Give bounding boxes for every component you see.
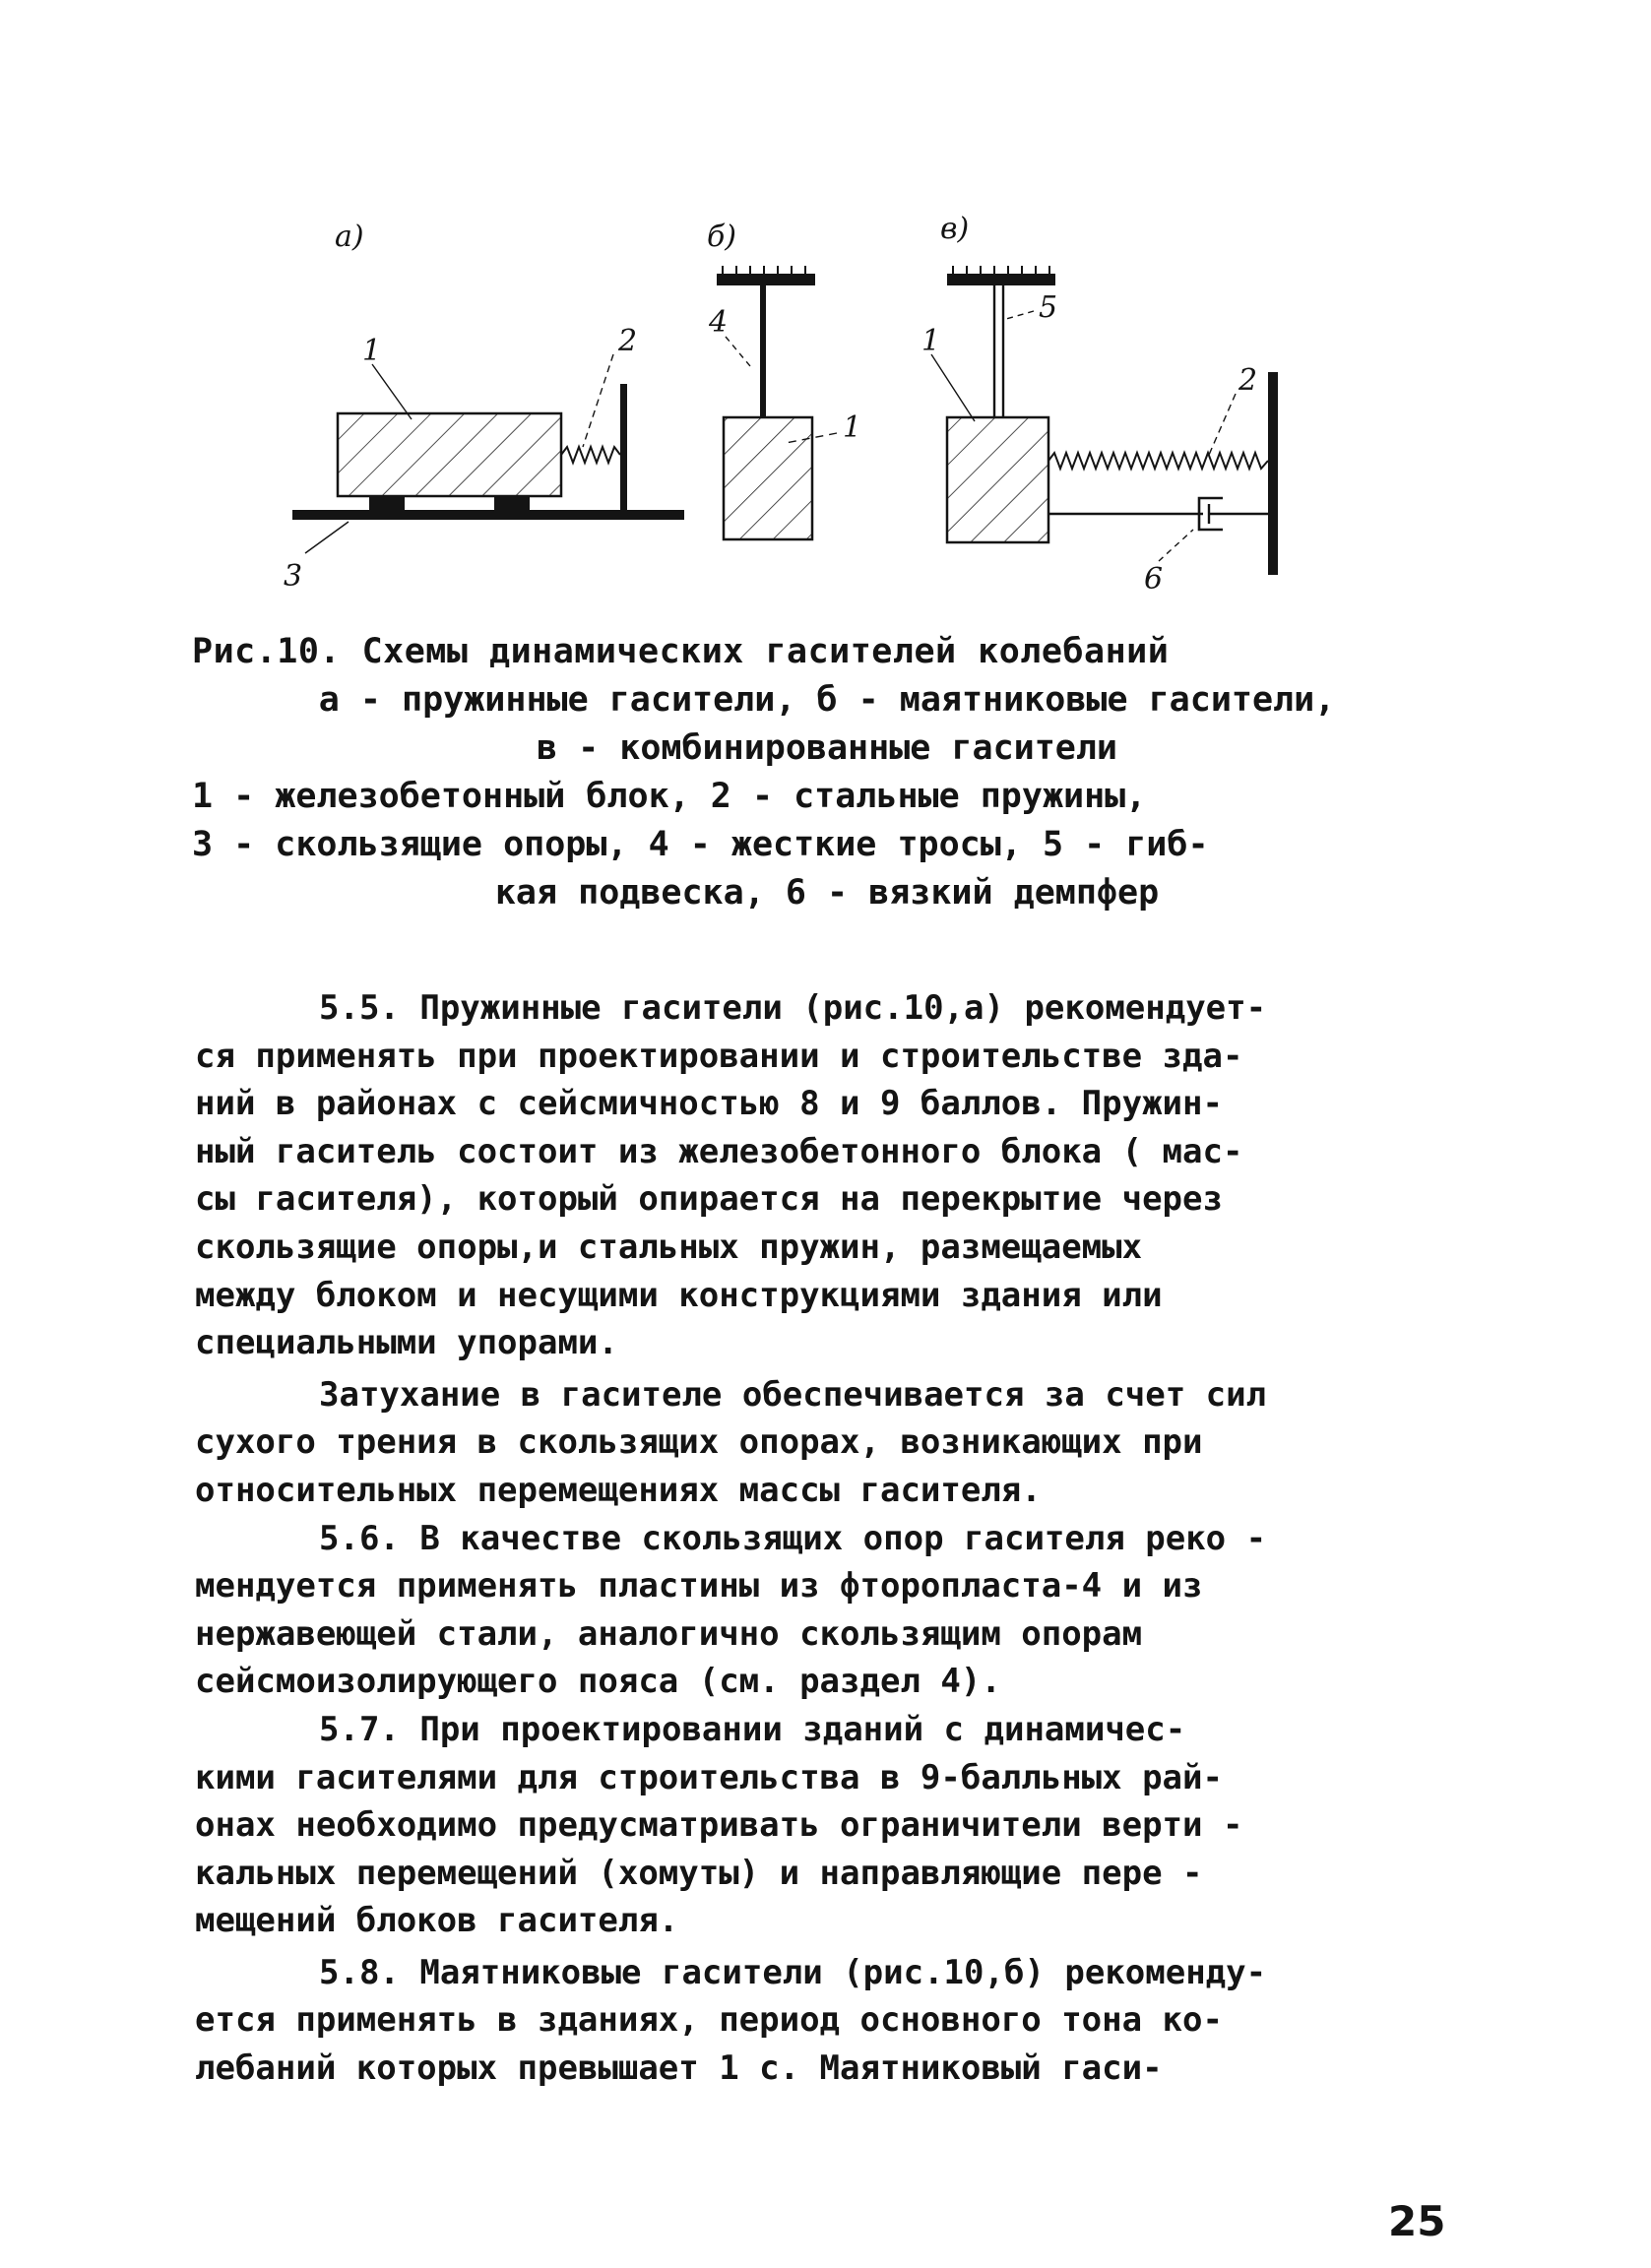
rigid-cable: [760, 285, 766, 417]
text-line: сейсмоизолирующего пояса (см. раздел 4).: [195, 1662, 1001, 1702]
text-line: Затухание в гасителе обеспечивается за счет сил: [319, 1374, 1267, 1415]
callout-5: 5: [1039, 290, 1058, 325]
sliding-support: [369, 496, 405, 511]
side-wall: [1268, 372, 1278, 575]
leader-line: [931, 354, 975, 421]
text-line: сы гасителя), который опирается на перекрытие через: [195, 1179, 1223, 1220]
text-line: кими гасителями для строительства в 9-балльных рай-: [195, 1757, 1223, 1797]
scheme-c-label: в): [940, 212, 970, 246]
text-line: сухого трения в скользящих опорах, возникающих при: [195, 1422, 1203, 1463]
text-line: мещений блоков гасителя.: [195, 1901, 679, 1941]
text-line: кальных перемещений (хомуты) и направляющие пере -: [195, 1853, 1203, 1893]
leader-line: [1209, 394, 1236, 455]
leader-line: [726, 337, 750, 366]
concrete-block: [338, 413, 561, 496]
scheme-a: [284, 220, 684, 594]
callout-3: 3: [284, 559, 303, 594]
text-line: относительных перемещениях массы гасителя.: [195, 1470, 1042, 1510]
steel-spring: [1048, 453, 1268, 469]
text-line: скользящие опоры,и стальных пружин, размещаемых: [195, 1227, 1143, 1267]
sliding-support: [494, 496, 530, 511]
callout-2: 2: [1238, 363, 1258, 398]
ceiling-anchor: [947, 274, 1055, 285]
body-text: [195, 984, 1475, 2093]
text-line: мендуется применять пластины из фторопласта-4 и из: [195, 1566, 1203, 1606]
scheme-b-label: б): [707, 220, 737, 254]
callout-1: 1: [921, 324, 941, 358]
leader-line: [1159, 530, 1193, 561]
callout-2: 2: [618, 324, 638, 358]
scheme-c: [921, 212, 1278, 597]
side-stop-wall: [620, 384, 627, 512]
scheme-a-label: а): [335, 220, 364, 254]
leader-line: [305, 522, 349, 553]
leader-line: [583, 354, 613, 447]
text-line: специальными упорами.: [195, 1323, 618, 1363]
text-line: лебаний которых превышает 1 с. Маятниковый гаси-: [195, 2048, 1163, 2089]
callout-1: 1: [843, 410, 862, 445]
steel-spring: [561, 447, 620, 463]
figure-caption: [192, 628, 1462, 917]
callout-4: 4: [709, 305, 729, 340]
leader-line: [1006, 311, 1034, 319]
callout-1: 1: [362, 334, 382, 368]
caption-line: 1 - железобетонный блок, 2 - стальные пружины,: [192, 777, 1147, 816]
text-line: 5.8. Маятниковые гасители (рис.10,б) рекоменду-: [319, 1952, 1267, 1992]
text-line: ется применять в зданиях, период основного тона ко-: [195, 2000, 1223, 2041]
text-line: онах необходимо предусматривать ограничители верти -: [195, 1805, 1243, 1846]
caption-line: кая подвеска, 6 - вязкий демпфер: [494, 873, 1160, 913]
pendulum-block: [724, 417, 812, 539]
text-line: 5.6. В качестве скользящих опор гасителя реко -: [319, 1518, 1267, 1558]
concrete-block: [947, 417, 1048, 542]
caption-title: Рис.10. Схемы динамических гасителей колебаний: [192, 632, 1170, 671]
paragraph-damping: [195, 1371, 1475, 1515]
text-line: ный гаситель состоит из железобетонного блока ( мас-: [195, 1131, 1243, 1171]
text-line: 5.7. При проектировании зданий с динамичес-: [319, 1709, 1186, 1749]
caption-line: 3 - скользящие опоры, 4 - жесткие тросы, 5 - гиб-: [192, 825, 1209, 864]
text-line: 5.5. Пружинные гасители (рис.10,а) рекомендует-: [319, 988, 1267, 1028]
text-line: между блоком и несущими конструкциями здания или: [195, 1275, 1163, 1315]
text-line: ний в районах с сейсмичностью 8 и 9 баллов. Пружин-: [195, 1084, 1223, 1124]
caption-line: а - пружинные гасители, б - маятниковые гасители,: [318, 680, 1336, 720]
ceiling-anchor: [717, 274, 815, 285]
text-line: нержавеющей стали, аналогично скользящим опорам: [195, 1613, 1143, 1654]
paragraph-5-7: [195, 1706, 1475, 1945]
leader-line: [372, 364, 412, 419]
paragraph-5-5: [195, 984, 1475, 1367]
paragraph-5-8: [195, 1949, 1475, 2093]
paragraph-5-6: [195, 1515, 1475, 1706]
page-number: 25: [1388, 2197, 1446, 2245]
caption-line: в - комбинированные гасители: [536, 728, 1117, 768]
damper-schemes-figure: [246, 197, 1378, 610]
scheme-b: [707, 220, 861, 539]
text-line: ся применять при проектировании и строительстве зда-: [195, 1036, 1243, 1076]
callout-6: 6: [1144, 562, 1164, 597]
